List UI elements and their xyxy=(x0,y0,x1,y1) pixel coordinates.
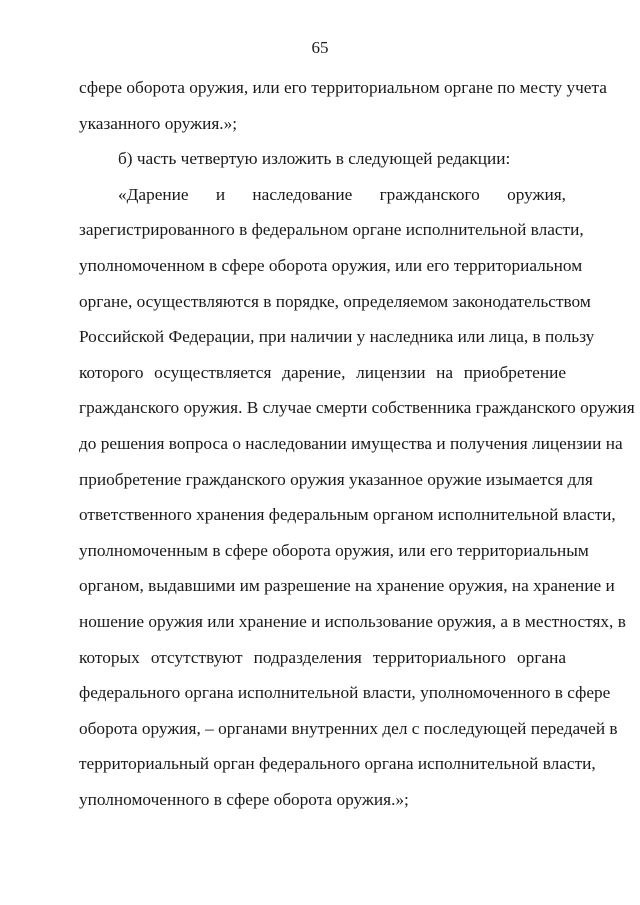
text-line: которых отсутствуют подразделения территориального органа xyxy=(79,648,566,667)
text-line: органе, осуществляются в порядке, определяемом законодательством xyxy=(79,292,591,311)
text-line: приобретение гражданского оружия указанное оружие изымается для xyxy=(79,470,593,489)
text-line: указанного оружия.»; xyxy=(79,114,238,133)
text-line: федерального органа исполнительной власти, уполномоченного в сфере xyxy=(79,683,611,702)
text-line: Российской Федерации, при наличии у наследника или лица, в пользу xyxy=(79,327,595,346)
text-line: ответственного хранения федеральным органом исполнительной власти, xyxy=(79,505,616,524)
text-line: уполномоченном в сфере оборота оружия, или его территориальном xyxy=(79,256,583,275)
text-line: зарегистрированного в федеральном органе исполнительной власти, xyxy=(79,220,584,239)
page-number: 65 xyxy=(311,38,329,57)
text-line: территориальный орган федерального органа исполнительной власти, xyxy=(79,754,596,773)
text-line: гражданского оружия. В случае смерти собственника гражданского оружия xyxy=(79,398,635,417)
text-line: ношение оружия или хранение и использование оружия, а в местностях, в xyxy=(79,612,626,631)
text-line: б) часть четвертую изложить в следующей редакции: xyxy=(118,149,511,168)
text-line: сфере оборота оружия, или его территориальном органе по месту учета xyxy=(79,78,607,97)
text-line: «Дарение и наследование гражданского оружия, xyxy=(118,185,566,204)
text-line: уполномоченного в сфере оборота оружия.»; xyxy=(79,790,409,809)
text-line: оборота оружия, – органами внутренних дел с последующей передачей в xyxy=(79,719,618,738)
text-line: уполномоченным в сфере оборота оружия, или его территориальным xyxy=(79,541,589,560)
text-line: органом, выдавшими им разрешение на хранение оружия, на хранение и xyxy=(79,576,615,595)
text-line: до решения вопроса о наследовании имущества и получения лицензии на xyxy=(79,434,623,453)
text-line: которого осуществляется дарение, лицензии на приобретение xyxy=(79,363,566,382)
